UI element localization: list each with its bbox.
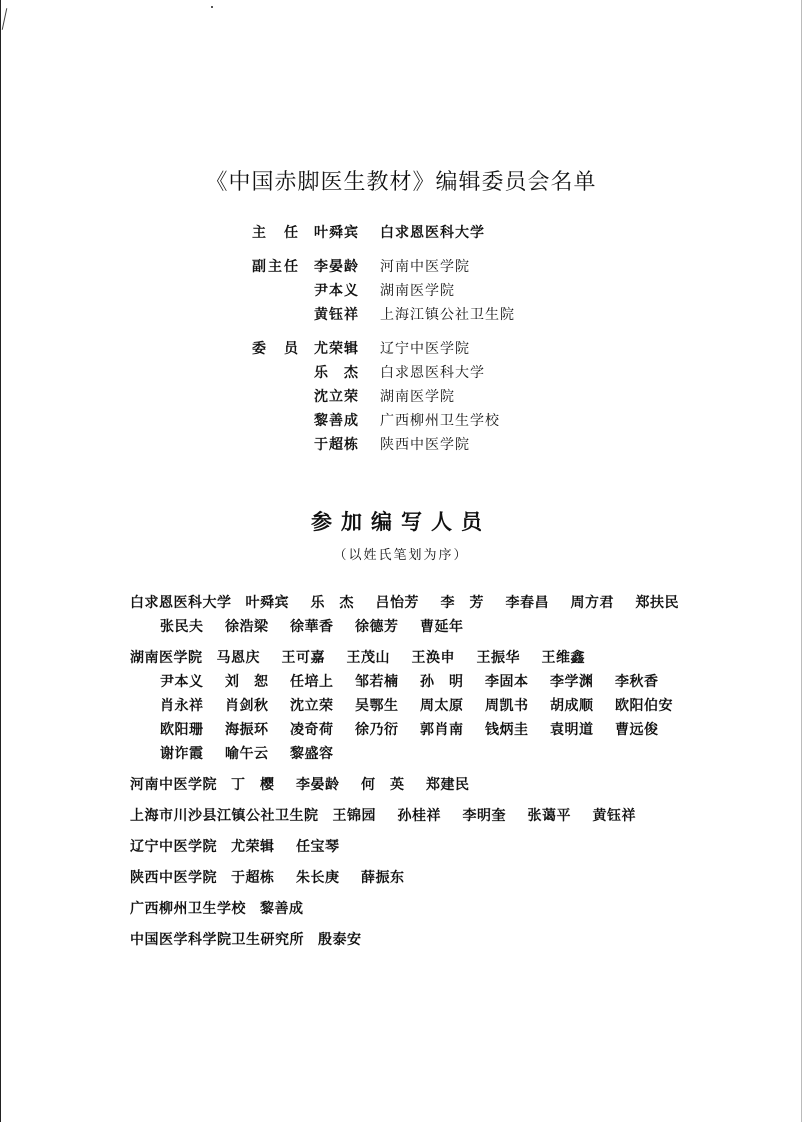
page-title: 《中国赤脚医生教材》编辑委员会名单	[205, 170, 597, 195]
writer-name: 刘 恕	[225, 674, 269, 690]
writer-name: 邹若楠	[355, 674, 399, 690]
committee-institution: 广西柳州卫生学校	[380, 413, 500, 429]
committee-name: 李晏龄	[314, 259, 359, 275]
writer-name: 马恩庆	[216, 650, 260, 666]
writer-name: 郑扶民	[635, 595, 679, 611]
writer-line	[130, 743, 730, 767]
committee-role	[252, 434, 314, 458]
committee-row	[252, 222, 515, 246]
writer-name: 肖剑秋	[225, 698, 269, 714]
writer-institution: 广西柳州卫生学校	[130, 901, 246, 917]
writer-line	[130, 774, 730, 798]
writer-group	[130, 592, 730, 640]
writer-name: 周太原	[420, 698, 464, 714]
writer-line	[130, 719, 730, 743]
committee-role	[252, 386, 314, 410]
committee-row	[252, 434, 515, 458]
writer-name: 黄钰祥	[592, 808, 636, 824]
writer-name: 欧阳珊	[160, 722, 204, 738]
writer-name: 尹本义	[160, 674, 204, 690]
committee-row	[252, 304, 515, 328]
committee-row	[252, 362, 515, 386]
writer-name: 李固本	[485, 674, 529, 690]
writer-name: 徐乃衍	[355, 722, 399, 738]
writer-name: 曹延年	[420, 619, 464, 635]
scan-speck	[211, 6, 213, 8]
writer-name: 郭肖南	[420, 722, 464, 738]
writer-name: 钱炳圭	[485, 722, 529, 738]
writer-name: 李学渊	[550, 674, 594, 690]
writer-name: 胡成顺	[550, 698, 594, 714]
committee-institution: 湖南医学院	[380, 283, 455, 299]
committee-role	[252, 280, 314, 304]
committee-role	[252, 304, 314, 328]
writer-name: 海振环	[225, 722, 269, 738]
committee-name: 叶舜宾	[314, 225, 359, 241]
writer-name: 喻午云	[225, 746, 269, 762]
committee-name: 于超栋	[314, 437, 359, 453]
writer-line	[130, 805, 730, 829]
writer-name: 任宝琴	[296, 839, 340, 855]
committee-row	[252, 338, 515, 362]
writers-heading: 参加编写人员	[311, 509, 491, 534]
writer-name: 徐德芳	[355, 619, 399, 635]
scan-mark	[2, 8, 8, 30]
writer-institution: 湖南医学院	[130, 650, 203, 666]
writer-name: 谢诈霞	[160, 746, 204, 762]
committee-institution: 陕西中医学院	[380, 437, 470, 453]
writer-name: 何 英	[361, 777, 405, 793]
committee-row	[252, 256, 515, 280]
committee-institution: 上海江镇公社卫生院	[380, 307, 515, 323]
writer-name: 凌奇荷	[290, 722, 334, 738]
committee-institution: 白求恩医科大学	[380, 225, 485, 241]
writer-institution: 陕西中医学院	[130, 870, 217, 886]
writer-institution: 上海市川沙县江镇公社卫生院	[130, 808, 319, 824]
writer-name: 王锦园	[332, 808, 376, 824]
writer-name: 丁 樱	[231, 777, 275, 793]
writer-name: 于超栋	[231, 870, 275, 886]
writer-line	[130, 647, 730, 671]
writer-name: 叶舜宾	[245, 595, 289, 611]
writer-line	[130, 867, 730, 891]
committee-name: 尤荣辑	[314, 341, 359, 357]
writer-name: 李明奎	[462, 808, 506, 824]
committee-role	[252, 410, 314, 434]
committee-institution: 辽宁中医学院	[380, 341, 470, 357]
writer-institution: 白求恩医科大学	[130, 595, 232, 611]
writer-line	[130, 898, 730, 922]
writer-name: 吴鄂生	[355, 698, 399, 714]
writer-line	[130, 695, 730, 719]
committee-list	[252, 222, 515, 458]
writer-name: 徐華香	[290, 619, 334, 635]
writer-group	[130, 774, 730, 798]
committee-institution: 河南中医学院	[380, 259, 470, 275]
writer-institution: 中国医学科学院卫生研究所	[130, 932, 304, 948]
writer-line	[130, 836, 730, 860]
writer-name: 王维鑫	[541, 650, 585, 666]
writer-name: 李春昌	[505, 595, 549, 611]
writer-name: 孙桂祥	[397, 808, 441, 824]
writer-name: 黎盛容	[290, 746, 334, 762]
committee-role: 委 员	[252, 341, 300, 357]
writer-name: 殷泰安	[318, 932, 362, 948]
writer-name: 李秋香	[615, 674, 659, 690]
writer-group	[130, 836, 730, 860]
committee-role: 主 任	[252, 225, 300, 241]
committee-institution: 湖南医学院	[380, 389, 455, 405]
writer-name: 尤荣辑	[231, 839, 275, 855]
writer-group	[130, 647, 730, 767]
writer-group	[130, 867, 730, 891]
committee-role: 副主任	[252, 259, 300, 275]
writer-name: 李 芳	[440, 595, 484, 611]
writer-name: 曹远俊	[615, 722, 659, 738]
writer-institution: 河南中医学院	[130, 777, 217, 793]
writer-name: 欧阳伯安	[615, 698, 673, 714]
writer-group	[130, 929, 730, 953]
writer-name: 黎善成	[260, 901, 304, 917]
writer-name: 王振华	[476, 650, 520, 666]
writer-name: 吕怡芳	[375, 595, 419, 611]
writer-name: 李晏龄	[296, 777, 340, 793]
writer-name: 肖永祥	[160, 698, 204, 714]
writer-name: 孙 明	[420, 674, 464, 690]
committee-name: 乐 杰	[314, 365, 359, 381]
writer-line	[130, 929, 730, 953]
writer-name: 周方君	[570, 595, 614, 611]
writer-institution: 辽宁中医学院	[130, 839, 217, 855]
committee-row	[252, 386, 515, 410]
writer-line	[130, 616, 730, 640]
writer-name: 薛振东	[361, 870, 405, 886]
committee-name: 黄钰祥	[314, 307, 359, 323]
writer-line	[130, 671, 730, 695]
writer-name: 王涣申	[411, 650, 455, 666]
committee-name: 黎善成	[314, 413, 359, 429]
writer-name: 王可嘉	[281, 650, 325, 666]
committee-name: 沈立荣	[314, 389, 359, 405]
writer-line	[130, 592, 730, 616]
writer-name: 张民夫	[160, 619, 204, 635]
writers-order-note: （以姓氏笔划为序）	[333, 548, 469, 563]
committee-row	[252, 280, 515, 304]
committee-role	[252, 362, 314, 386]
writer-group	[130, 898, 730, 922]
writer-name: 沈立荣	[290, 698, 334, 714]
writer-name: 乐 杰	[310, 595, 354, 611]
writer-name: 徐浩梁	[225, 619, 269, 635]
writer-group	[130, 805, 730, 829]
writer-name: 朱长庚	[296, 870, 340, 886]
committee-institution: 白求恩医科大学	[380, 365, 485, 381]
writer-name: 袁明道	[550, 722, 594, 738]
writer-name: 任培上	[290, 674, 334, 690]
writer-name: 郑建民	[426, 777, 470, 793]
committee-name: 尹本义	[314, 283, 359, 299]
committee-row	[252, 410, 515, 434]
writer-name: 王茂山	[346, 650, 390, 666]
writers-list	[130, 592, 730, 960]
writer-name: 周凯书	[485, 698, 529, 714]
writer-name: 张蔼平	[527, 808, 571, 824]
